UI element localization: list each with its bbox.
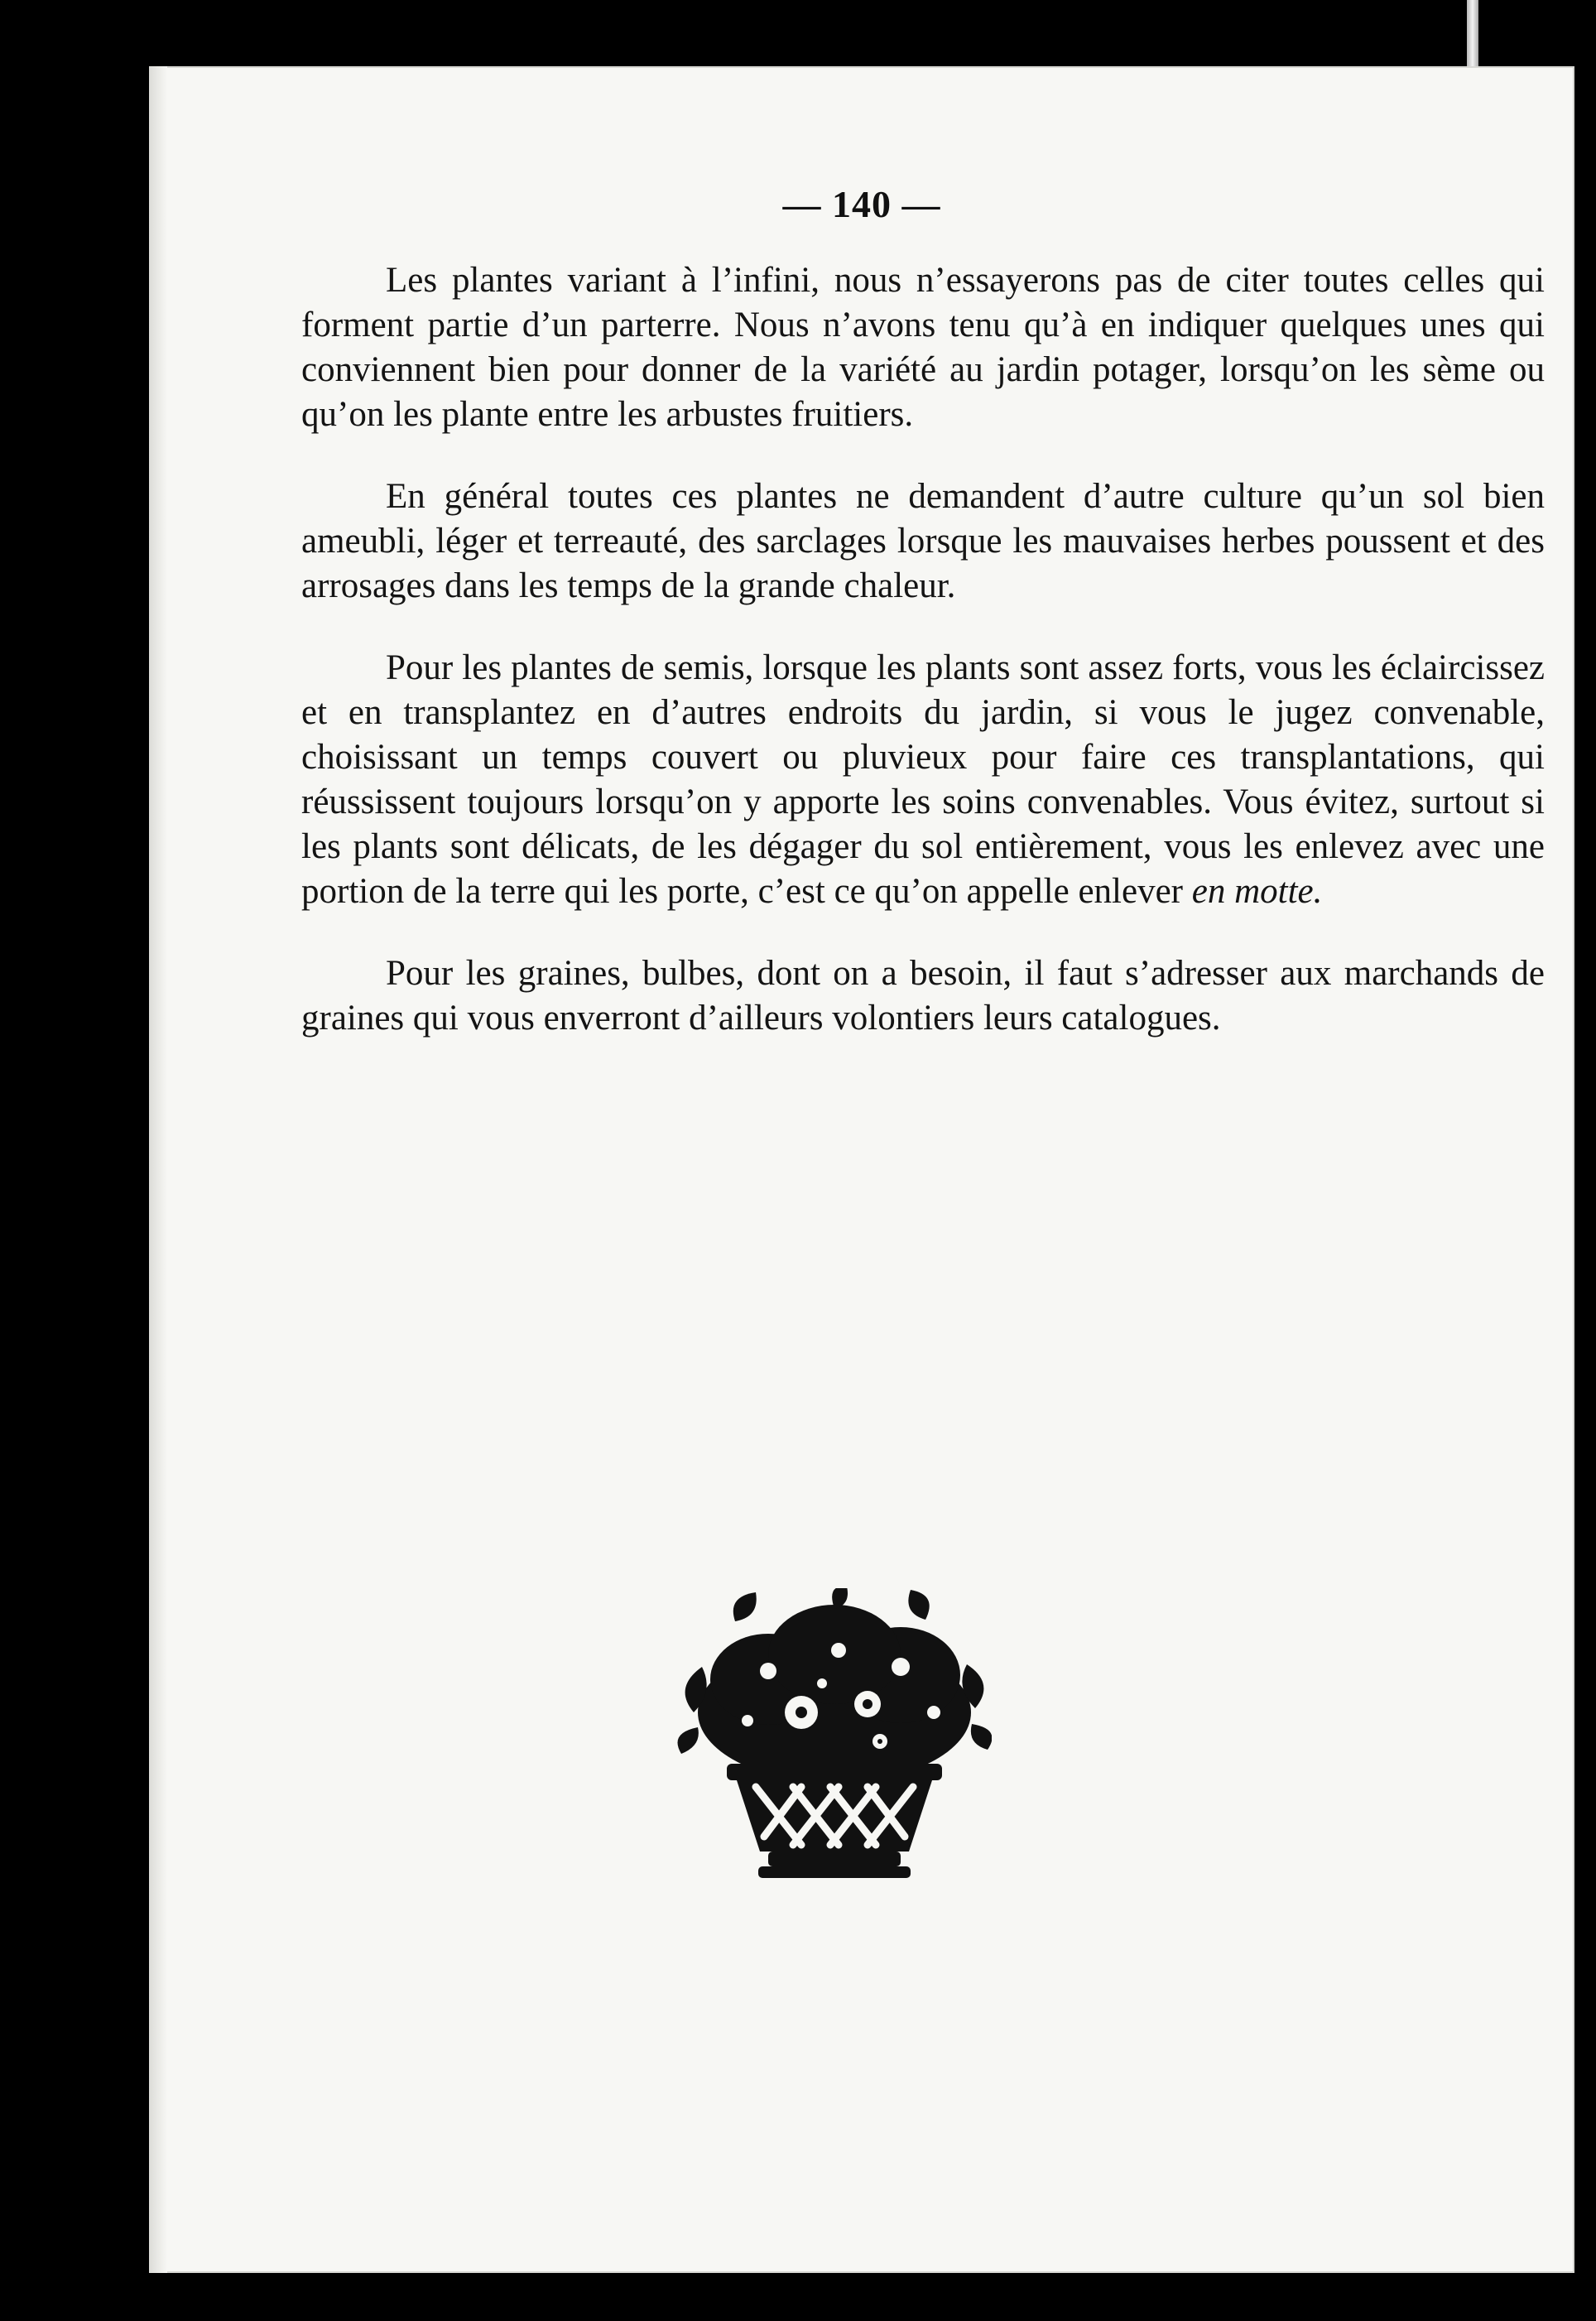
paragraph-1: Les plantes variant à l’infini, nous n’essayerons pas de citer toutes celles qui forment partie d’un parterre. Nous n’avons tenu qu’à en indiquer quelques unes qui conviennent bien pour donner de la variété au jardin potager, lorsqu’on les sème ou qu’on les plante entre les arbustes fruitiers.: [301, 261, 1545, 434]
italic-phrase: en motte.: [1191, 872, 1323, 911]
page-number: — 140 —: [782, 183, 941, 225]
body-text: [301, 258, 1545, 1078]
scan-edge-strip: [1467, 0, 1478, 73]
paragraph-3-text: Pour les plantes de semis, lorsque les plants sont assez forts, vous les éclaircissez et en transplantez en d’autres endroits du jardin, si vous le jugez convenable, choisissant un temps couvert ou pluvieux pour faire ces transplantations, qui réussissent toujours lorsqu’on y apporte les soins convenables. Vous évitez, surtout si les plants sont délicats, de les dégager du sol entièrement, vous les enlevez avec une portion de la terre qui les porte, c’est ce qu’on appelle enlever: [301, 648, 1545, 911]
page-edge-shadow: [149, 66, 167, 2273]
book-page: [149, 66, 1574, 2273]
paragraph-2: En général toutes ces plantes ne demandent d’autre culture qu’un sol bien ameubli, léger et terreauté, des sarclages lorsque les mauvaises herbes poussent et des arrosages dans les temps de la grande chaleur.: [301, 477, 1545, 605]
paragraph-3: [301, 646, 1545, 914]
paragraph-4: Pour les graines, bulbes, dont on a besoin, il faut s’adresser aux marchands de graines qui vous enverront d’ailleurs volontiers leurs catalogues.: [301, 954, 1545, 1038]
flower-basket-icon: [677, 1588, 992, 1888]
